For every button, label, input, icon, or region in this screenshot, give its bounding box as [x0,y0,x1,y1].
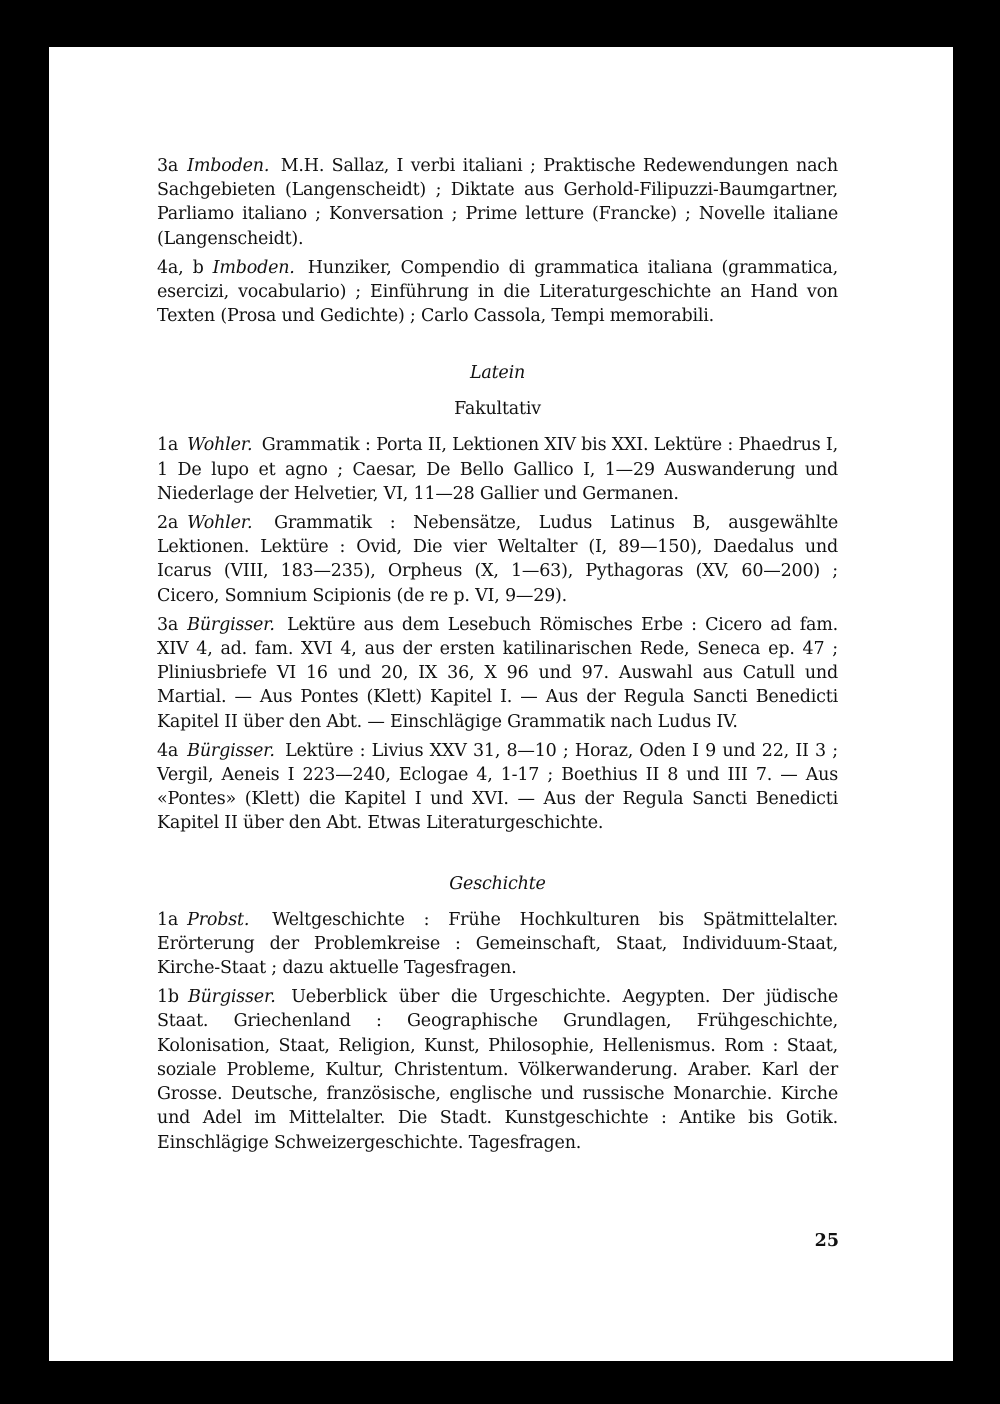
entry-text: Grammatik : Porta II, Lektionen XIV bis XXI. Lektüre : Phaedrus I, 1 De lupo et agno ; Caesar, De Bello Gallico I, 1—29 Auswanderung und Niederlage der Helvetier, VI, 11—28 Gallier und Germanen. [157,435,838,504]
teacher-name: Probst. [187,909,250,930]
entry-italian-4ab [157,256,838,329]
teacher-name: Wohler. [187,435,253,456]
entry-latein-3a [157,613,838,734]
section-heading-geschichte: Geschichte [449,873,546,894]
entry-geschichte-1b [157,985,838,1154]
entry-italian-3a [157,154,838,251]
class-number: 1a [157,435,179,456]
entry-geschichte-1a [157,908,838,981]
page-number: 25 [814,1231,839,1251]
page-content [157,154,838,1160]
teacher-name: Bürgisser. [187,740,275,761]
section-heading-latein: Latein [469,363,526,384]
entry-latein-1a [157,433,838,506]
entry-text: Grammatik : Nebensätze, Ludus Latinus B, ausgewählte Lektionen. Lektüre : Ovid, Die vier Weltalter (I, 89—150), Daedalus und Icarus (VIII, 183—235), Orpheus (X, 1—63), Pythagoras (XV, 60—200) ; Cicero, Somnium Scipionis (de re p. VI, 9—29). [157,513,838,606]
class-number: 2a [157,513,179,534]
teacher-name: Wohler. [187,513,253,534]
class-number: 1a [157,909,179,930]
entry-text: Ueberblick über die Urgeschichte. Aegypten. Der jüdische Staat. Griechenland : Geographische Grundlagen, Frühgeschichte, Kolonisation, Staat, Religion, Kunst, Philosophie, Hellenismus. Rom : Staat, soziale Probleme, Kultur, Christentum. Völkerwanderung. Araber. Karl der Grosse. Deutsche, französische, englische und russische Monarchie. Kirche und Adel im Mittelalter. Die Stadt. Kunstgeschichte : Antike bis Gotik. Einschlägige Schweizergeschichte. Tagesfragen. [157,987,838,1153]
entry-text: Hunziker, Compendio di grammatica italiana (grammatica, esercizi, vocabulario) ; Einführung in die Literaturgeschichte an Hand von Texten (Prosa und Gedichte) ; Carlo Cassola, Tempi memorabili. [157,257,838,327]
entry-text: Weltgeschichte : Frühe Hochkulturen bis Spätmittelalter. Erörterung der Problemkreise : Gemeinschaft, Staat, Individuum-Staat, Kirche-Staat ; dazu aktuelle Tagesfragen. [157,909,838,979]
document-page [49,47,953,1361]
class-number: 4a, b [157,257,204,278]
entry-text: M.H. Sallaz, I verbi italiani ; Praktische Redewendungen nach Sachgebieten (Langenscheidt) ; Diktate aus Gerhold-Filipuzzi-Baumgartner, Parliamo italiano ; Konversation ; Prime letture (Francke) ; Novelle italiane (Langenscheidt). [157,156,838,249]
class-number: 4a [157,740,179,761]
entry-latein-2a [157,511,838,608]
entry-latein-4a [157,739,838,836]
class-number: 3a [157,156,179,176]
class-number: 3a [157,614,179,635]
teacher-name: Imboden. [187,156,270,176]
teacher-name: Imboden. [212,257,295,278]
section-subheading-fakultativ: Fakultativ [454,399,541,420]
teacher-name: Bürgisser. [187,614,275,635]
class-number: 1b [157,987,179,1008]
entry-text: Lektüre : Livius XXV 31, 8—10 ; Horaz, Oden I 9 und 22, II 3 ; Vergil, Aeneis I 223—240, Eclogae 4, 1-17 ; Boethius II 8 und III 7. — Aus «Pontes» (Klett) die Kapitel I und XVI. — Aus der Regula Sancti Benedicti Kapitel II über den Abt. Etwas Literaturgeschichte. [157,740,838,834]
entry-text: Lektüre aus dem Lesebuch Römisches Erbe : Cicero ad fam. XIV 4, ad. fam. XVI 4, aus der ersten katilinarischen Rede, Seneca ep. 47 ; Pliniusbriefe VI 16 und 20, IX 36, X 96 und 97. Auswahl aus Catull und Martial. — Aus Pontes (Klett) Kapitel I. — Aus der Regula Sancti Benedicti Kapitel II über den Abt. — Einschlägige Grammatik nach Ludus IV. [157,614,838,732]
teacher-name: Bürgisser. [187,987,276,1008]
